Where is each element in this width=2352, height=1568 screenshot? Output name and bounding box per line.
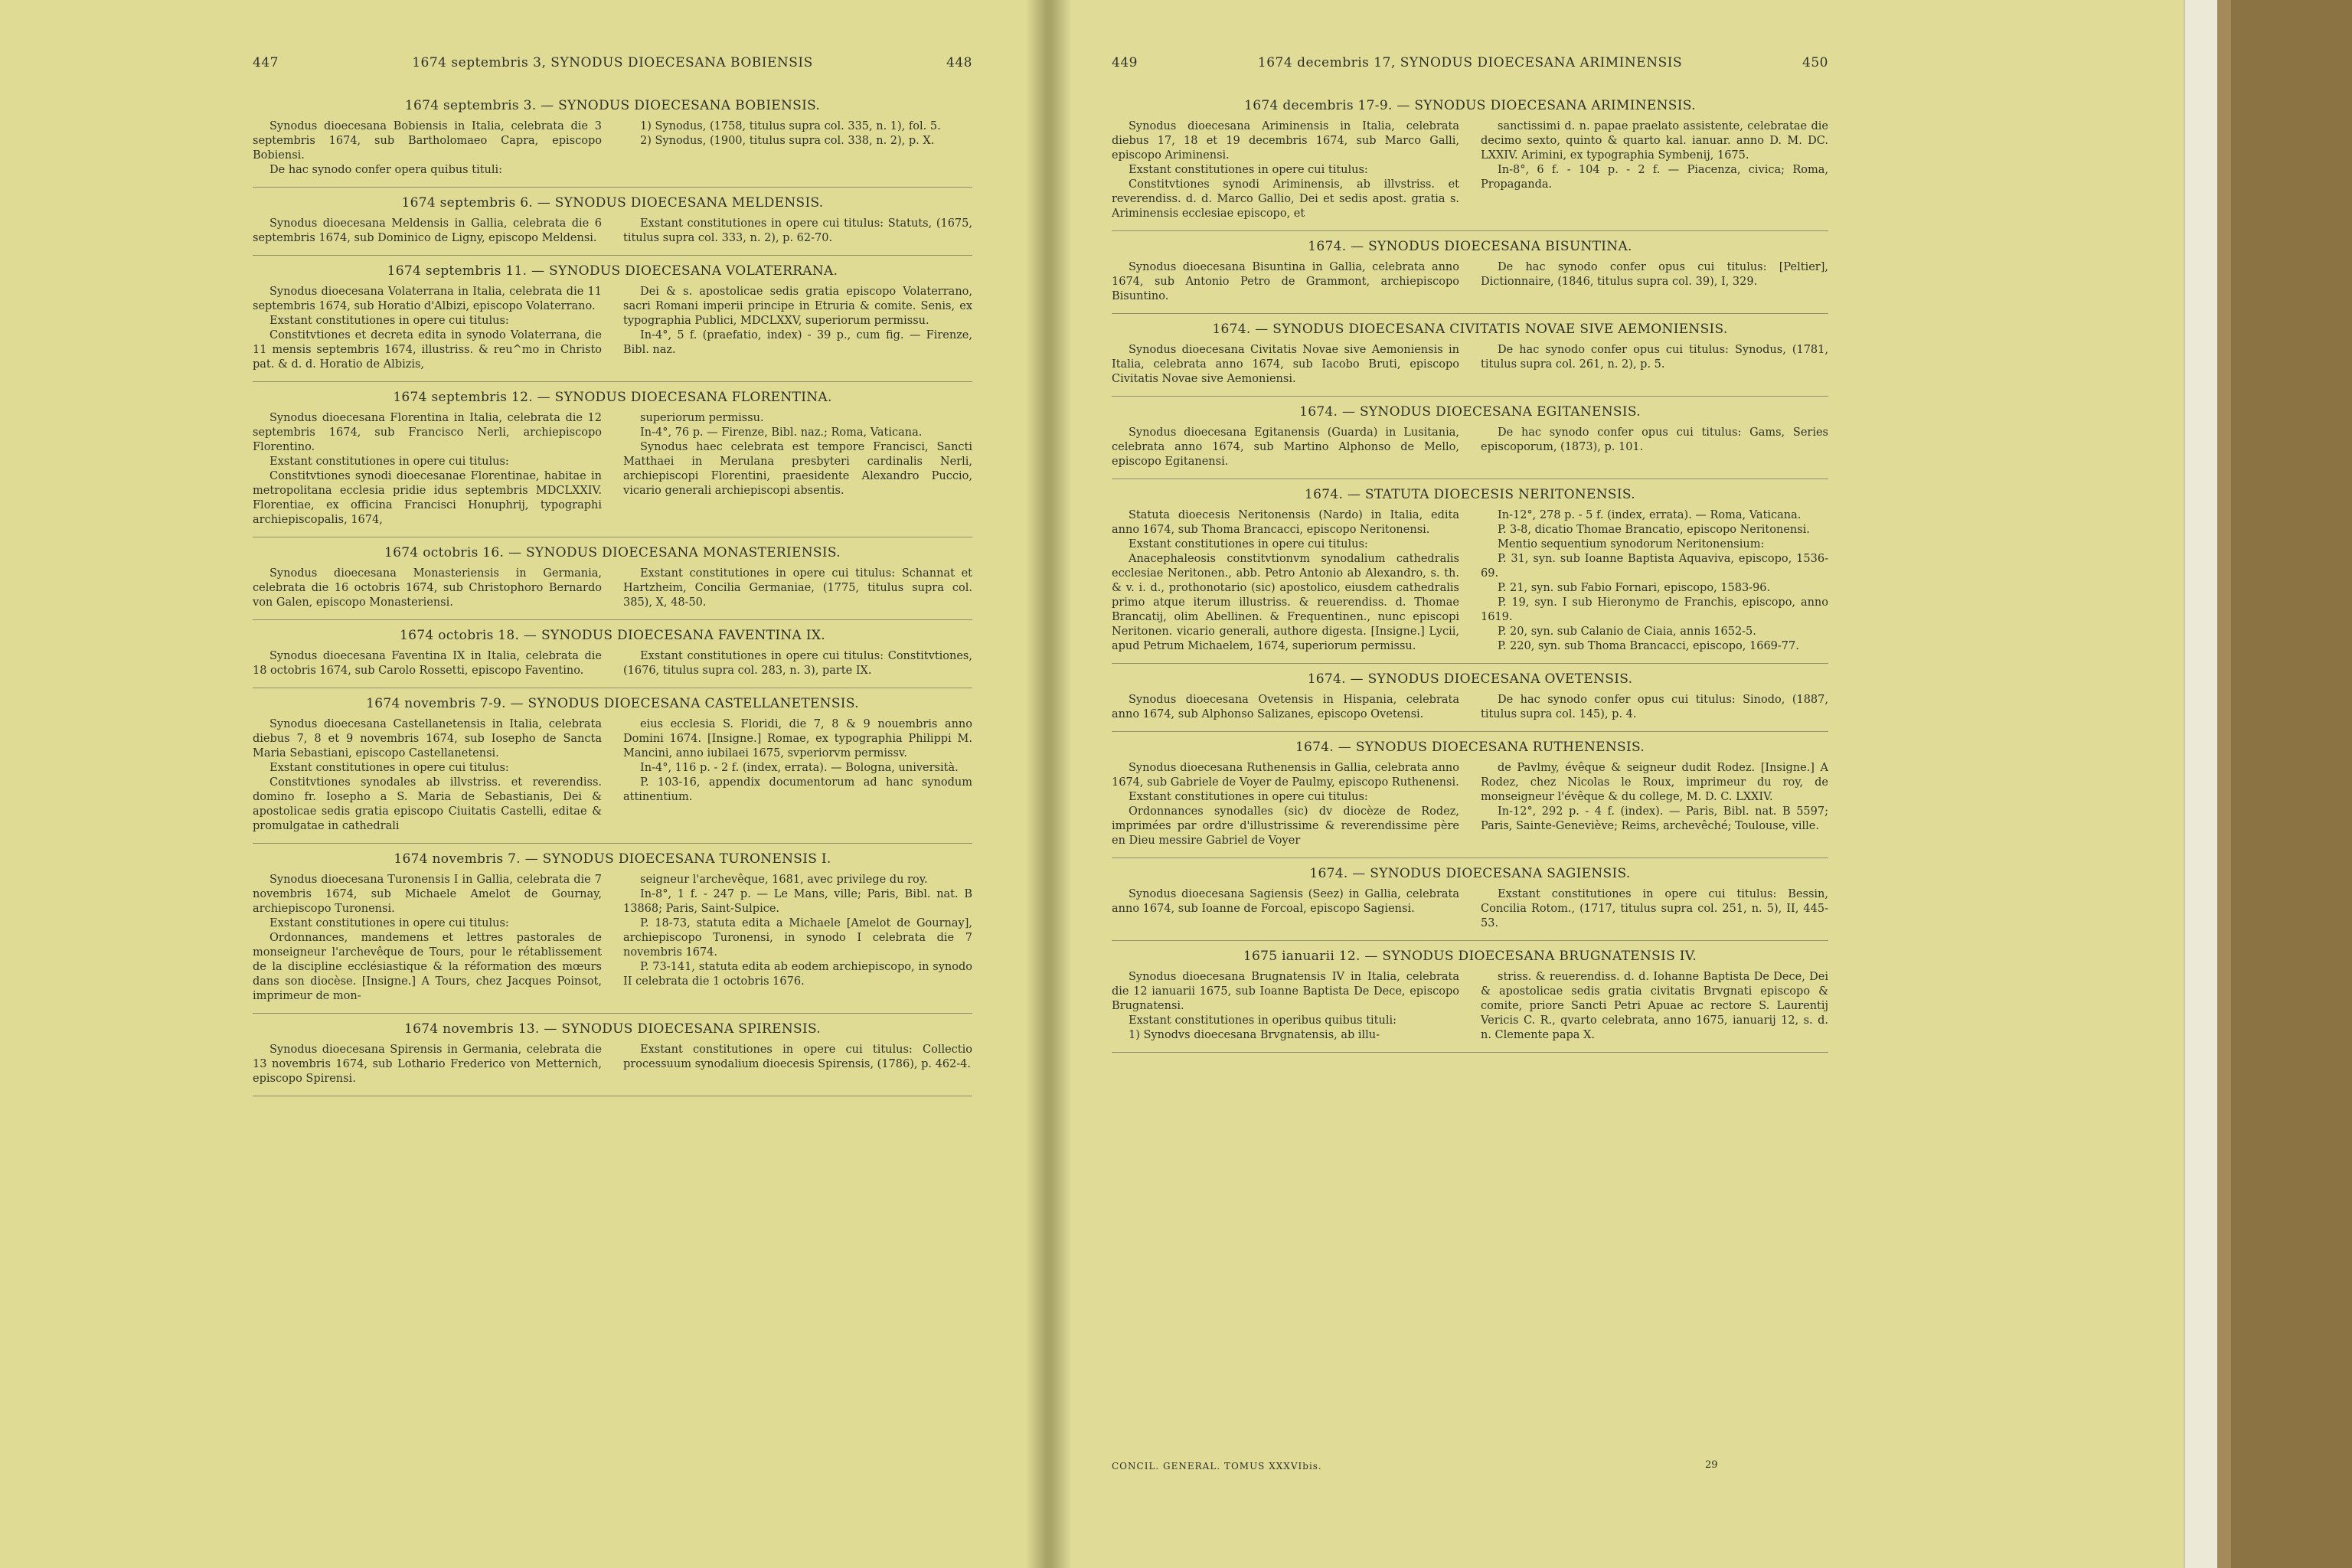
entry-column-left [253,567,602,610]
synod-entry [1112,404,1828,479]
entry-heading: 1674 septembris 12. — SYNODUS DIOECESANA FLORENTINA. [393,390,832,405]
entry-paragraph: De hac synodo confer opus cui titulus: [Peltier], Dictionnaire, (1846, titulus supra col. 39), I, 329. [1481,261,1828,288]
entry-column-left [253,649,602,678]
entry-heading: 1674. — SYNODUS DIOECESANA BISUNTINA. [1308,239,1632,254]
entry-paragraph: In-12°, 292 p. - 4 f. (index). — Paris, Bibl. nat. B 5597; Paris, Sainte-Geneviève; Reims, archevêché; Toulouse, ville. [1481,805,1828,832]
left-entries [253,90,972,1099]
page-edge [2184,0,2219,1568]
entry-paragraph: 1) Synodus, (1758, titulus supra col. 335, n. 1), fol. 5. [640,120,941,132]
section-divider [253,187,972,188]
entry-paragraph: P. 20, syn. sub Calanio de Ciaia, annis 1652-5. [1498,626,1756,638]
entry-paragraph: P. 73-141, statuta edita ab eodem archiepiscopo, in synodo II celebrata die 1 octobris 1676. [623,961,972,988]
entry-body [1112,970,1828,1043]
synod-entry [1112,322,1828,397]
entry-body [253,119,972,178]
entry-paragraph: Exstant constitutiones in opere cui titulus: [270,315,509,327]
entry-column-right [1481,343,1828,387]
entry-body [253,873,972,1004]
entry-paragraph: Anacephaleosis constitvtionvm synodalium cathedralis ecclesiae Neritonen., abb. Petro Antonio ab Alexandro, s. th. & v. i. d., prothonotario (sic) apostolico, eiusdem cathedralis primo atque iterum illustriss. & reuerendiss. d. Thomae Brancatij, olim Abellinen. & Frequentinen., nunc episcopi Neritonen. vicario generali, authore digesta. [Insigne.] Lycii, apud Petrum Michaelem, 1674, superiorum permissu. [1112,553,1459,652]
entry-paragraph: In-8°, 1 f. - 247 p. — Le Mans, ville; Paris, Bibl. nat. B 13868; Paris, Saint-Sulpice. [623,888,972,915]
page-number: 449 [1112,55,1138,70]
entry-column-right [623,873,972,1004]
running-title: 1674 decembris 17, SYNODUS DIOECESANA ARIMINENSIS [1257,55,1683,70]
page-number: 448 [946,55,972,70]
entry-paragraph: Synodus haec celebrata est tempore Francisci, Sancti Matthaei in Merulana presbyteri cardinalis Nerli, archiepiscopi Florentini, praesidente Alexandro Puccio, vicario generali archiepiscopi absentis. [623,441,972,497]
page-number: 450 [1802,55,1828,70]
entry-paragraph: Exstant constitutiones in opere cui titulus: Schannat et Hartzheim, Concilia Germaniae, (1775, titulus supra col. 385), X, 48-50. [623,567,972,609]
entry-column-left [1112,508,1459,654]
entry-paragraph: 2) Synodus, (1900, titulus supra col. 338, n. 2), p. X. [640,135,935,147]
entry-body [1112,119,1828,221]
entry-heading: 1674 novembris 7. — SYNODUS DIOECESANA TURONENSIS I. [394,851,831,867]
entry-paragraph: Synodus dioecesana Ruthenensis in Gallia, celebrata anno 1674, sub Gabriele de Voyer de Paulmy, episcopo Ruthenensi. [1112,762,1459,789]
entry-heading: 1674. — SYNODUS DIOECESANA EGITANENSIS. [1299,404,1641,420]
entry-body [253,649,972,678]
section-divider [1112,230,1828,231]
entry-paragraph: striss. & reuerendiss. d. d. Iohanne Baptista De Dece, Dei & apostolicae sedis gratia civitatis Brvgnati episcopo & comite, priore Sancti Petri Apuae ac rectore S. Laurentij Vericis C. R., qvarto celebrata, anno 1675, ianuarij 12, s. d. n. Clemente papa X. [1481,971,1828,1041]
synod-entry [1112,98,1828,231]
entry-paragraph: superiorum permissu. [640,412,764,424]
entry-column-left [1112,260,1459,304]
entry-paragraph: P. 3-8, dicatio Thomae Brancatio, episcopo Neritonensi. [1498,524,1810,536]
section-divider [253,843,972,844]
entry-paragraph: P. 31, syn. sub Ioanne Baptista Aquaviva, episcopo, 1536-69. [1481,553,1828,580]
section-divider [1112,940,1828,941]
entry-heading: 1674. — STATUTA DIOECESIS NERITONENSIS. [1305,487,1635,502]
page-number: 447 [253,55,279,70]
entry-paragraph: Synodus dioecesana Sagiensis (Seez) in Gallia, celebrata anno 1674, sub Ioanne de Forcoal, episcopo Sagiensi. [1112,888,1459,915]
entry-paragraph: Constitvtiones synodales ab illvstriss. et reverendiss. domino fr. Iosepho a S. Maria de Sebastianis, Dei & apostolicae sedis gratia episcopo Ciuitatis Castelli, editae & promulgatae in cathedrali [253,776,602,832]
entry-paragraph: Mentio sequentium synodorum Neritonensium: [1498,538,1765,550]
entry-body [1112,761,1828,848]
entry-column-right [1481,693,1828,722]
entry-column-right [623,119,972,178]
entry-column-left [253,217,602,246]
entry-paragraph: Synodus dioecesana Egitanensis (Guarda) in Lusitania, celebrata anno 1674, sub Martino Alphonso de Mello, episcopo Egitanensi. [1112,426,1459,468]
entry-column-right [623,285,972,372]
entry-paragraph: Ordonnances synodalles (sic) dv diocèze de Rodez, imprimées par ordre d'illustrissime & reverendissime père en Dieu messire Gabriel de Voyer [1112,805,1459,847]
section-divider [1112,313,1828,314]
section-divider [253,381,972,382]
entry-column-right [1481,119,1828,221]
entry-body [1112,508,1828,654]
entry-heading: 1674 octobris 16. — SYNODUS DIOECESANA MONASTERIENSIS. [384,545,841,560]
entry-heading: 1675 ianuarii 12. — SYNODUS DIOECESANA BRUGNATENSIS IV. [1243,949,1697,964]
entry-column-left [1112,761,1459,848]
entry-heading: 1674. — SYNODUS DIOECESANA RUTHENENSIS. [1295,740,1645,755]
entry-paragraph: Exstant constitutiones in opere cui titulus: [1129,164,1368,176]
synod-entry [1112,671,1828,732]
entry-column-left [253,411,602,528]
book-cover [2217,0,2352,1568]
signature-mark: 29 [1705,1459,1718,1471]
entry-paragraph: De hac synodo confer opus cui titulus: Sinodo, (1887, titulus supra col. 145), p. 4. [1481,694,1828,720]
entry-heading: 1674 novembris 13. — SYNODUS DIOECESANA SPIRENSIS. [403,1021,822,1037]
book-gutter [1026,0,1072,1568]
right-column [1112,0,1828,1568]
entry-heading: 1674 decembris 17-9. — SYNODUS DIOECESANA ARIMINENSIS. [1244,98,1696,113]
entry-paragraph: Synodus dioecesana Florentina in Italia, celebrata die 12 septembris 1674, sub Francisco Nerli, archiepiscopo Florentino. [253,412,602,453]
entry-column-left [253,285,602,372]
left-column [253,0,972,1568]
entry-paragraph: Ordonnances, mandemens et lettres pastorales de monseigneur l'archevêque de Tours, pour le rétablissement de la discipline ecclésiastique & la réformation des mœurs dans son diocèse. [Insigne.] A Tours, chez Jacques Poinsot, imprimeur de mon- [253,932,602,1002]
entry-body [1112,426,1828,469]
entry-paragraph: Synodus dioecesana Civitatis Novae sive Aemoniensis in Italia, celebrata anno 1674, sub Iacobo Bruti, episcopo Civitatis Novae sive Aemoniensi. [1112,344,1459,385]
entry-paragraph: Synodus dioecesana Ovetensis in Hispania, celebrata anno 1674, sub Alphonso Salizanes, episcopo Ovetensi. [1112,694,1459,720]
entry-paragraph: Exstant constitutiones in operibus quibus tituli: [1129,1014,1397,1027]
entry-body [1112,887,1828,931]
entry-paragraph: Exstant constitutiones in opere cui titulus: [1129,538,1368,550]
entry-paragraph: Exstant constitutiones in opere cui titulus: [1129,791,1368,803]
synod-entry [253,851,972,1014]
entry-paragraph: eius ecclesia S. Floridi, die 7, 8 & 9 nouembris anno Domini 1674. [Insigne.] Romae, ex typographia Philippi M. Mancini, anno iubilaei 1675, svperiorvm permissv. [623,718,972,760]
entry-paragraph: P. 19, syn. I sub Hieronymo de Franchis, episcopo, anno 1619. [1481,596,1828,623]
entry-heading: 1674 septembris 3. — SYNODUS DIOECESANA BOBIENSIS. [404,98,821,113]
entry-column-left [253,119,602,178]
running-title: 1674 septembris 3, SYNODUS DIOECESANA BOBIENSIS [412,55,813,70]
right-entries [1112,90,1828,1056]
entry-paragraph: De hac synodo confer opus cui titulus: Synodus, (1781, titulus supra col. 261, n. 2), p. 5. [1481,344,1828,371]
entry-paragraph: Synodus dioecesana Spirensis in Germania, celebrata die 13 novembris 1674, sub Lothario Frederico von Metternich, episcopo Spirensi. [253,1044,602,1085]
entry-column-right [623,567,972,610]
entry-heading: 1674. — SYNODUS DIOECESANA OVETENSIS. [1307,671,1633,687]
section-divider [1112,396,1828,397]
synod-entry [253,696,972,844]
entry-column-left [1112,970,1459,1043]
section-divider [253,1013,972,1014]
entry-body [1112,343,1828,387]
synod-entry [1112,949,1828,1053]
entry-paragraph: Synodus dioecesana Monasteriensis in Germania, celebrata die 16 octobris 1674, sub Christophoro Bernardo von Galen, episcopo Monasteriensi. [253,567,602,609]
entry-body [253,285,972,372]
entry-paragraph: Synodus dioecesana Brugnatensis IV in Italia, celebrata die 12 ianuarii 1675, sub Ioanne Baptista De Dece, episcopo Brugnatensi. [1112,971,1459,1012]
entry-column-right [623,717,972,834]
entry-paragraph: In-4°, 76 p. — Firenze, Bibl. naz.; Roma, Vaticana. [640,426,923,439]
entry-paragraph: Exstant constitutiones in opere cui titulus: [270,917,509,929]
entry-paragraph: 1) Synodvs dioecesana Brvgnatensis, ab illu- [1129,1029,1380,1041]
cover-edge [2217,0,2231,1568]
entry-paragraph: Dei & s. apostolicae sedis gratia episcopo Volaterrano, sacri Romani imperii principe in Etruria & comite. Senis, ex typographia Publici, MDCLXXV, superiorum permissu. [623,286,972,327]
entry-paragraph: Synodus dioecesana Castellanetensis in Italia, celebrata diebus 7, 8 et 9 novembris 1674, sub Iosepho de Sancta Maria Sebastiani, episcopo Castellanetensi. [253,718,602,760]
entry-paragraph: In-4°, 116 p. - 2 f. (index, errata). — Bologna, università. [640,762,959,774]
section-divider [1112,731,1828,732]
entry-column-left [253,1043,602,1086]
entry-paragraph: In-4°, 5 f. (praefatio, index) - 39 p., cum fig. — Firenze, Bibl. naz. [623,329,972,356]
entry-paragraph: In-12°, 278 p. - 5 f. (index, errata). — Roma, Vaticana. [1498,509,1802,521]
entry-column-left [253,873,602,1004]
section-divider [1112,663,1828,664]
synod-entry [253,390,972,537]
entry-column-left [1112,693,1459,722]
entry-column-right [1481,887,1828,931]
entry-column-left [1112,887,1459,931]
entry-column-right [1481,426,1828,469]
entry-body [253,217,972,246]
entry-paragraph: P. 18-73, statuta edita a Michaele [Amelot de Gournay], archiepiscopo Turonensi, in synodo I celebrata die 7 novembris 1674. [623,917,972,959]
entry-paragraph: Constitvtiones synodi Ariminensis, ab illvstriss. et reverendiss. d. d. Marco Gallio, Dei et sedis apost. gratia s. Ariminensis ecclesiae episcopo, et [1112,178,1459,220]
entry-paragraph: Statuta dioecesis Neritonensis (Nardo) in Italia, edita anno 1674, sub Thoma Brancacci, episcopo Neritonensi. [1112,509,1459,536]
entry-paragraph: Synodus dioecesana Bobiensis in Italia, celebrata die 3 septembris 1674, sub Bartholomaeo Capra, episcopo Bobiensi. [253,120,602,162]
entry-column-right [1481,508,1828,654]
entry-paragraph: Exstant constitutiones in opere cui titulus: [270,762,509,774]
entry-paragraph: Exstant constitutiones in opere cui titulus: Constitvtiones, (1676, titulus supra col. 283, n. 3), parte IX. [623,650,972,677]
entry-paragraph: seigneur l'archevêque, 1681, avec privilege du roy. [640,874,928,886]
synod-entry [1112,740,1828,858]
entry-paragraph: P. 220, syn. sub Thoma Brancacci, episcopo, 1669-77. [1498,640,1799,652]
synod-entry [253,628,972,688]
entry-paragraph: Constitvtiones synodi dioecesanae Florentinae, habitae in metropolitana ecclesia pridie idus septembris MDCLXXIV. Florentiae, ex officina Francisci Honuphrij, typographi archiepiscopalis, 1674, [253,470,602,526]
entry-column-right [623,217,972,246]
entry-paragraph: Exstant constitutiones in opere cui titulus: Statuts, (1675, titulus supra col. 333, n. 2), p. 62-70. [623,217,972,244]
right-running-head [1112,55,1828,78]
entry-paragraph: De hac synodo confer opera quibus tituli: [270,164,503,176]
entry-body [253,411,972,528]
entry-paragraph: In-8°, 6 f. - 104 p. - 2 f. — Piacenza, civica; Roma, Propaganda. [1481,164,1828,191]
entry-paragraph: Exstant constitutiones in opere cui titulus: Collectio processuum synodalium dioecesis Spirensis, (1786), p. 462-4. [623,1044,972,1070]
entry-paragraph: Synodus dioecesana Volaterrana in Italia, celebrata die 11 septembris 1674, sub Horatio d'Albizi, episcopo Volaterrano. [253,286,602,312]
section-divider [1112,1052,1828,1053]
entry-column-left [253,717,602,834]
synod-entry [253,263,972,382]
entry-heading: 1674 octobris 18. — SYNODUS DIOECESANA FAVENTINA IX. [400,628,825,643]
synod-entry [1112,239,1828,314]
synod-entry [1112,866,1828,941]
entry-heading: 1674 novembris 7-9. — SYNODUS DIOECESANA CASTELLANETENSIS. [366,696,859,711]
entry-body [253,567,972,610]
entry-paragraph: De hac synodo confer opus cui titulus: Gams, Series episcoporum, (1873), p. 101. [1481,426,1828,453]
entry-column-right [1481,970,1828,1043]
footer-volume: CONCIL. GENERAL. TOMUS XXXVIbis. [1112,1461,1322,1472]
entry-body [253,1043,972,1086]
entry-column-right [1481,260,1828,304]
synod-entry [253,545,972,620]
entry-paragraph: P. 103-16, appendix documentorum ad hanc synodum attinentium. [623,776,972,803]
entry-column-right [1481,761,1828,848]
entry-body [253,717,972,834]
entry-paragraph: Synodus dioecesana Bisuntina in Gallia, celebrata anno 1674, sub Antonio Petro de Grammont, archiepiscopo Bisuntino. [1112,261,1459,302]
entry-paragraph: Synodus dioecesana Faventina IX in Italia, celebrata die 18 octobris 1674, sub Carolo Rossetti, episcopo Faventino. [253,650,602,677]
entry-paragraph: de Pavlmy, évêque & seigneur dudit Rodez. [Insigne.] A Rodez, chez Nicolas le Roux, imprimeur du roy, de monseigneur l'évêque & du college, M. D. C. LXXIV. [1481,762,1828,803]
entry-paragraph: Constitvtiones et decreta edita in synodo Volaterrana, die 11 mensis septembris 1674, illustriss. & reu^mo in Christo pat. & d. d. Horatio de Albizis, [253,329,602,371]
entry-column-right [623,1043,972,1086]
entry-paragraph: Synodus dioecesana Meldensis in Gallia, celebrata die 6 septembris 1674, sub Dominico de Ligny, episcopo Meldensi. [253,217,602,244]
entry-column-left [1112,426,1459,469]
section-divider [253,619,972,620]
entry-paragraph: Synodus dioecesana Turonensis I in Gallia, celebrata die 7 novembris 1674, sub Michaele Amelot de Gournay, archiepiscopo Turonensi. [253,874,602,915]
entry-heading: 1674. — SYNODUS DIOECESANA SAGIENSIS. [1309,866,1631,881]
entry-paragraph: Exstant constitutiones in opere cui titulus: Bessin, Concilia Rotom., (1717, titulus supra col. 251, n. 5), II, 445-53. [1481,888,1828,929]
entry-column-left [1112,343,1459,387]
entry-paragraph: sanctissimi d. n. papae praelato assistente, celebratae die decimo sexto, quinto & quarto kal. ianuar. anno D. M. DC. LXXIV. Arimini, ex typographia Symbenij, 1675. [1481,120,1828,162]
left-running-head [253,55,972,78]
entry-column-right [623,649,972,678]
entry-heading: 1674 septembris 6. — SYNODUS DIOECESANA MELDENSIS. [401,195,824,211]
entry-paragraph: Exstant constitutiones in opere cui titulus: [270,456,509,468]
entry-heading: 1674 septembris 11. — SYNODUS DIOECESANA VOLATERRANA. [387,263,838,279]
synod-entry [1112,487,1828,664]
synod-entry [253,98,972,188]
entry-body [1112,260,1828,304]
synod-entry [253,1021,972,1096]
entry-column-right [623,411,972,528]
entry-column-left [1112,119,1459,221]
entry-paragraph: P. 21, syn. sub Fabio Fornari, episcopo, 1583-96. [1498,582,1771,594]
section-divider [253,255,972,256]
entry-paragraph: Synodus dioecesana Ariminensis in Italia, celebrata diebus 17, 18 et 19 decembris 1674, sub Marco Galli, episcopo Ariminensi. [1112,120,1459,162]
entry-body [1112,693,1828,722]
entry-heading: 1674. — SYNODUS DIOECESANA CIVITATIS NOVAE SIVE AEMONIENSIS. [1212,322,1728,337]
synod-entry [253,195,972,256]
